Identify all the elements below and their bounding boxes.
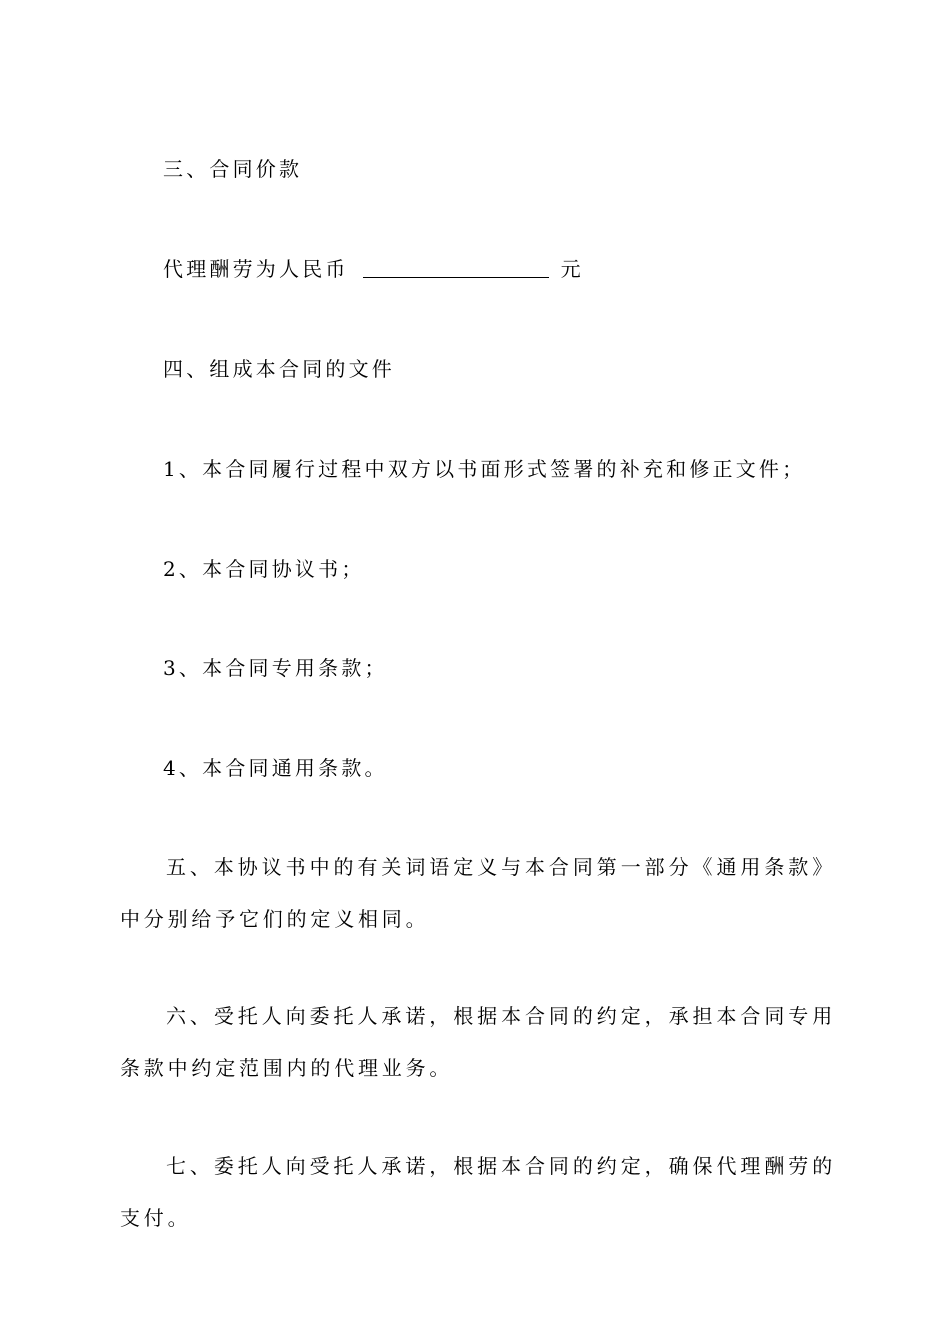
fee-prefix: 代理酬劳为人民币 <box>163 257 349 281</box>
section-4-item-1: 1、本合同履行过程中双方以书面形式签署的补充和修正文件； <box>163 457 806 481</box>
section-3-fee-line <box>163 256 883 282</box>
fee-amount-blank[interactable] <box>363 259 549 278</box>
section-3-title: 三、合同价款 <box>163 157 303 181</box>
section-4-item-4: 4、本合同通用条款。 <box>163 756 388 780</box>
section-7-paragraph: 七、委托人向受托人承诺，根据本合同的约定，确保代理酬劳的支付。 <box>120 1154 836 1230</box>
section-5-paragraph: 五、本协议书中的有关词语定义与本合同第一部分《通用条款》中分别给予它们的定义相同。 <box>120 855 836 931</box>
section-4-item-2: 2、本合同协议书； <box>163 557 365 581</box>
section-6-paragraph: 六、受托人向委托人承诺，根据本合同的约定，承担本合同专用条款中约定范围内的代理业务。 <box>120 1004 836 1080</box>
fee-suffix: 元 <box>560 257 584 281</box>
section-4-title: 四、组成本合同的文件 <box>163 357 395 381</box>
section-4-item-3: 3、本合同专用条款； <box>163 656 388 680</box>
